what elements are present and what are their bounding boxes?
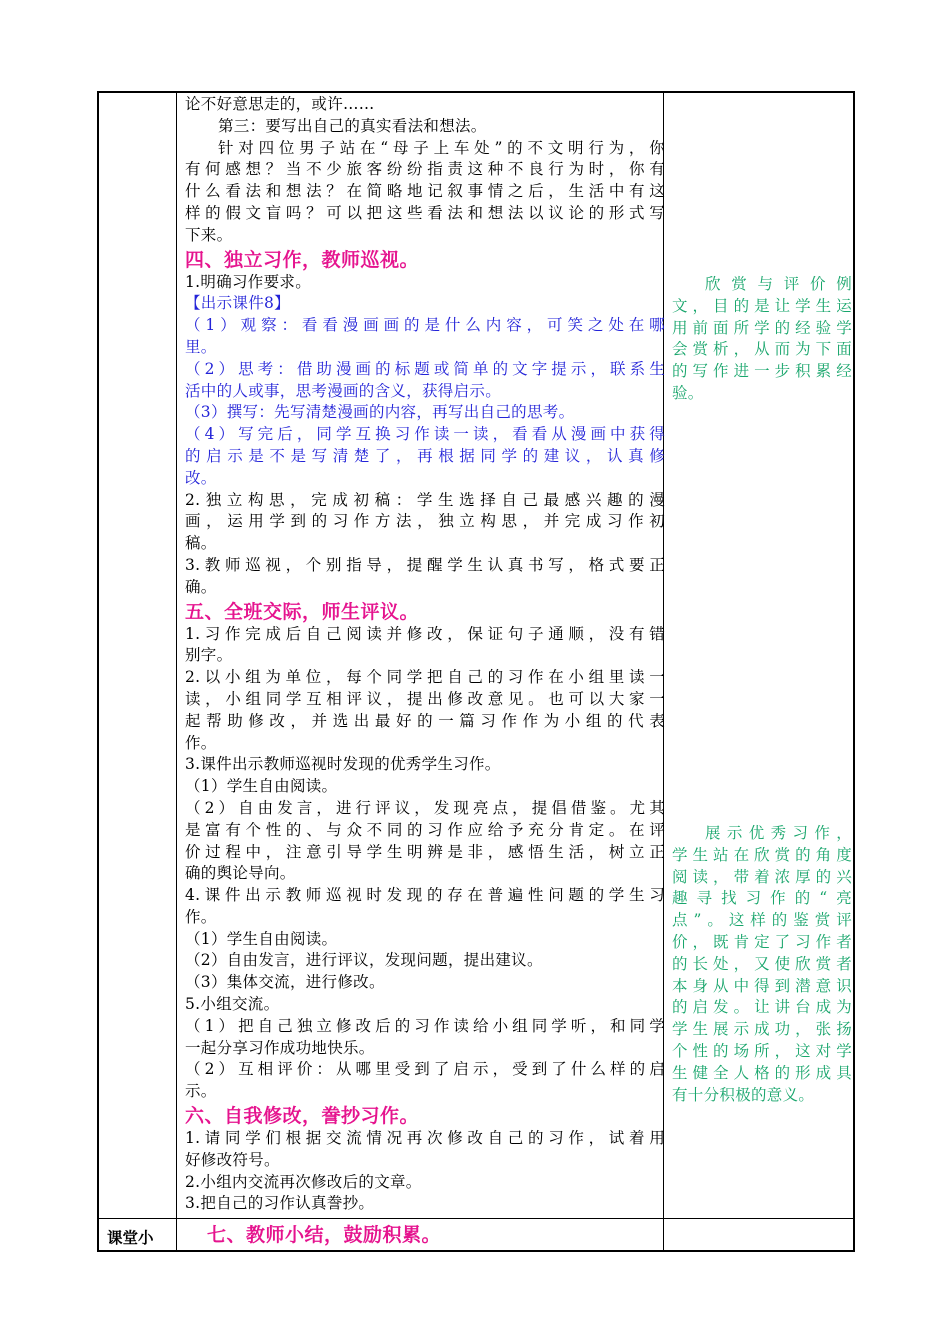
text-line: 下来。 (185, 225, 233, 244)
side-note-showcase (672, 823, 852, 1106)
text-line: 稿。 (185, 534, 217, 553)
text-line: （3）集体交流，进行修改。 (185, 973, 385, 992)
text-line: （2）思考：借助漫画的标题或简单的文字提示，联系生 (185, 359, 665, 378)
text-line: 作。 (185, 733, 217, 752)
row-divider (99, 1218, 853, 1219)
text-line: 2.小组内交流再次修改后的文章。 (185, 1172, 422, 1191)
text-line: 改。 (185, 468, 217, 487)
side-note-appreciation (672, 274, 852, 405)
text-line: 一起分享习作成功地快乐。 (185, 1038, 375, 1057)
note-line: 点”。这样的鉴赏评 (672, 911, 852, 930)
text-line: （4）写完后，同学互换习作读一读，看看从漫画中获得 (185, 425, 665, 444)
note-line: 趣寻找习作的“亮 (672, 889, 852, 908)
text-line: 价过程中，注意引导学生明辨是非，感悟生活，树立正 (185, 842, 665, 861)
text-line: 是富有个性的、与众不同的习作应给予充分肯定。在评 (185, 820, 665, 839)
text-line: 作。 (185, 907, 217, 926)
note-line: 的长处，又使欣赏者 (672, 954, 852, 973)
section-heading: 四、独立习作，教师巡视。 (185, 248, 420, 271)
text-line: 3.课件出示教师巡视时发现的优秀学生习作。 (185, 755, 501, 774)
note-line: 文，目的是让学生运 (672, 296, 852, 315)
text-line: 什么看法和想法？在简略地记叙事情之后，生活中有这 (185, 182, 665, 201)
text-line: 确。 (185, 577, 217, 596)
note-line: 的启发。让讲台成为 (672, 998, 852, 1017)
text-line: 读，小组同学互相评议，提出修改意见。也可以大家一 (185, 689, 665, 708)
note-line: 有十分积极的意义。 (672, 1085, 815, 1104)
text-line: 的启示是不是写清楚了，再根据同学的建议，认真修 (185, 446, 665, 465)
text-line: 1.习作完成后自己阅读并修改，保证句子通顺，没有错 (185, 624, 665, 643)
note-line: 会赏析，从而为下面 (672, 340, 852, 359)
text-line: 论不好意思走的，或许…… (185, 95, 375, 113)
note-line: 欣赏与评价例 (705, 275, 852, 293)
text-line: 活中的人或事，思考漫画的含义，获得启示。 (185, 381, 502, 400)
text-line: 1.明确习作要求。 (185, 272, 311, 291)
note-line: 学生站在欣赏的角度 (672, 845, 852, 864)
text-line: （2）互相评价：从哪里受到了启示，受到了什么样的启 (185, 1060, 665, 1079)
note-line: 学生展示成功，张扬 (672, 1020, 852, 1039)
text-line: （3）撰写：先写清楚漫画的内容，再写出自己的思考。 (185, 403, 575, 422)
text-line: 3.把自己的习作认真誊抄。 (185, 1194, 375, 1213)
note-line: 生健全人格的形成具 (672, 1063, 852, 1082)
note-line: 本身从中得到潜意识 (672, 976, 852, 995)
text-line: 确的舆论导向。 (185, 864, 296, 883)
text-line: 5.小组交流。 (185, 995, 280, 1014)
text-line: 画，运用学到的习作方法，独立构思，并完成习作初 (185, 512, 665, 531)
text-line: 示。 (185, 1082, 217, 1101)
text-line: （1）把自己独立修改后的习作读给小组同学听，和同学 (185, 1016, 665, 1035)
text-line: 1.请同学们根据交流情况再次修改自己的习作，试着用 (185, 1129, 665, 1148)
text-line: 别字。 (185, 646, 233, 665)
lesson-table (97, 91, 855, 1252)
note-line: 价，既肯定了习作者 (672, 932, 852, 951)
text-line: 【出示课件8】 (185, 294, 290, 313)
text-line: 好修改符号。 (185, 1150, 280, 1169)
text-line: 2.独立构思，完成初稿：学生选择自己最感兴趣的漫 (185, 490, 665, 509)
text-line: （2）自由发言，进行评议，发现亮点，提倡借鉴。尤其 (185, 798, 665, 817)
note-line: 展示优秀习作， (705, 824, 852, 842)
text-line: 4.课件出示教师巡视时发现的存在普遍性问题的学生习 (185, 886, 665, 905)
note-line: 验。 (672, 383, 704, 402)
note-line: 阅读，带着浓厚的兴 (672, 867, 852, 886)
text-line: 3.教师巡视，个别指导，提醒学生认真书写，格式要正 (185, 555, 665, 574)
text-line: 起帮助修改，并选出最好的一篇习作作为小组的代表 (185, 711, 665, 730)
note-line: 个性的场所，这对学 (672, 1041, 852, 1060)
text-line: 有何感想？当不少旅客纷纷指责这种不良行为时，你有 (185, 160, 665, 179)
column-divider-left (176, 93, 177, 1250)
text-line: 样的假文盲吗？可以把这些看法和想法以议论的形式写 (185, 203, 665, 222)
note-line: 的写作进一步积累经 (672, 362, 852, 381)
section-heading: 五、全班交际，师生评议。 (185, 600, 420, 623)
section-heading: 六、自我修改，誊抄习作。 (185, 1105, 420, 1128)
text-line: 第三：要写出自己的真实看法和想法。 (218, 116, 487, 135)
text-line: （2）自由发言，进行评议，发现问题，提出建议。 (185, 951, 543, 970)
text-line: 里。 (185, 337, 217, 356)
text-line: （1）学生自由阅读。 (185, 929, 338, 948)
text-line: 针对四位男子站在“母子上车处”的不文明行为，你 (218, 138, 665, 157)
note-line: 用前面所学的经验学 (672, 318, 852, 337)
text-line: 2.以小组为单位，每个同学把自己的习作在小组里读一 (185, 668, 665, 687)
footer-row-label: 课堂小 (107, 1228, 154, 1247)
footer-heading: 七、教师小结，鼓励积累。 (207, 1224, 442, 1246)
text-line: （1）观察：看看漫画画的是什么内容，可笑之处在哪 (185, 316, 665, 335)
text-line: （1）学生自由阅读。 (185, 777, 338, 796)
teaching-process-text (185, 94, 665, 1215)
